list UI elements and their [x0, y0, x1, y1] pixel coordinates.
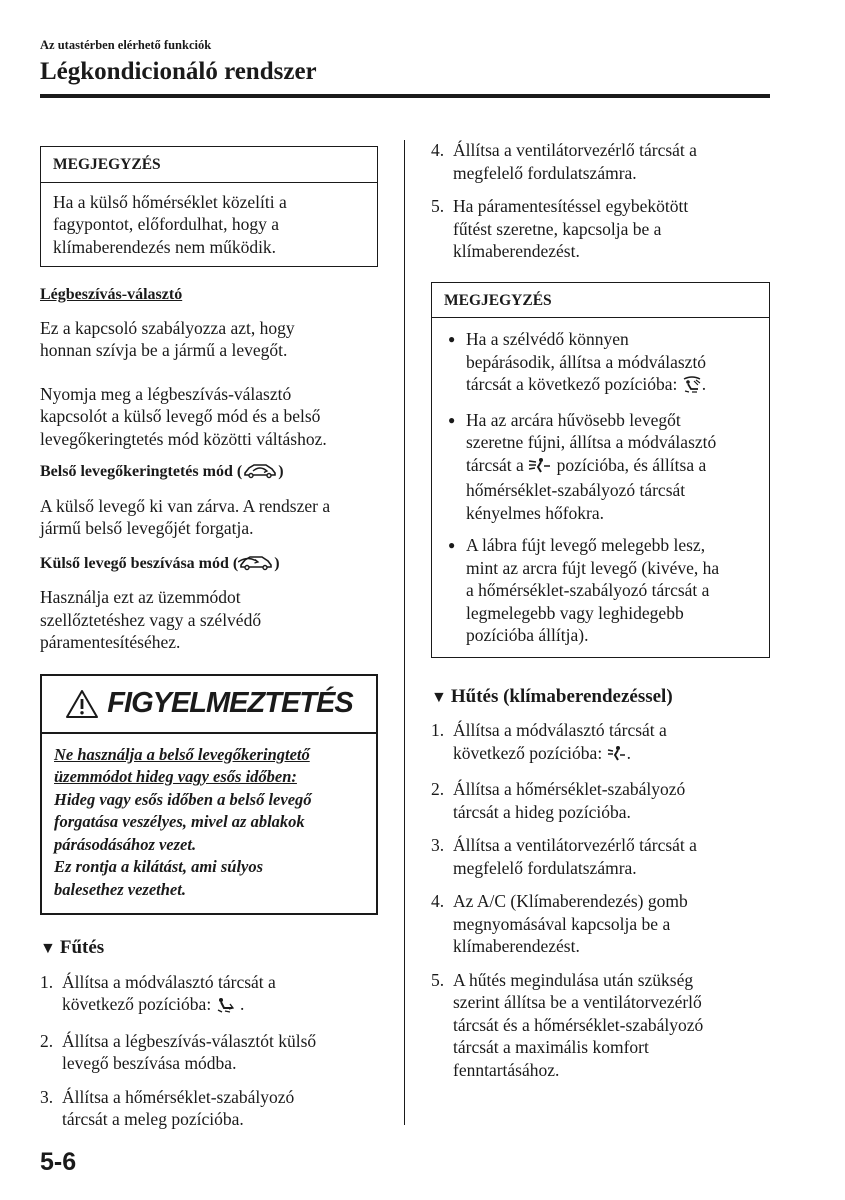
step-number: 2.: [40, 1030, 54, 1051]
text-line: szeretne fújni, állítsa a módválasztó: [466, 432, 717, 452]
heading-text: Hűtés (klímaberendezéssel): [450, 685, 673, 707]
defrost-floor-icon: [682, 376, 702, 399]
text-line: jármű belső levegőjét forgatja.: [40, 518, 254, 538]
outside-air-car-icon: [238, 553, 274, 579]
heading-text: Külső levegő beszívása mód (: [40, 554, 239, 572]
text-line: szerint állítsa be a ventilátorvezérlő: [453, 992, 702, 1012]
heating-section-heading: [40, 937, 378, 961]
step-text: [62, 971, 378, 1019]
text-segment: tárcsát a következő pozícióba:: [466, 374, 682, 394]
step-number: 3.: [431, 835, 445, 855]
note-line: klímaberendezés nem működik.: [53, 236, 277, 257]
bullet-text: [466, 534, 757, 647]
step-number: 1.: [40, 971, 54, 992]
text-line: Állítsa a módválasztó tárcsát a: [62, 971, 276, 992]
heating-steps-continued: [431, 139, 770, 263]
text-line: megnyomásával kapcsolja be a: [453, 913, 671, 934]
step-number: 4.: [431, 891, 445, 911]
step-number: 5.: [431, 196, 445, 216]
section-label: Az utastérben elérhető funkciók: [40, 38, 212, 52]
note-box-frost: [40, 146, 378, 267]
text-segment: .: [235, 994, 245, 1014]
text-line: Állítsa a módválasztó tárcsát a: [453, 720, 667, 740]
outside-air-description: [40, 586, 378, 654]
heading-close: ): [274, 554, 280, 572]
list-item: [431, 890, 770, 958]
section-marker: ▼: [431, 688, 447, 706]
step-text: [453, 834, 770, 879]
list-item: [444, 534, 757, 647]
text-line: páramentesítéséhez.: [40, 632, 181, 652]
text-line: [453, 742, 770, 768]
face-vent-icon: [607, 745, 627, 768]
text-line: Állítsa a légbeszívás-választót külső: [62, 1030, 317, 1051]
text-line: A hűtés megindulása után szükség: [453, 969, 694, 990]
column-divider: [404, 140, 405, 1125]
text-line: A külső levegő ki van zárva. A rendszer a: [40, 495, 331, 516]
note-line: fagypontot, előfordulhat, hogy a: [53, 214, 279, 234]
text-line: legmelegebb vagy leghidegebb: [466, 602, 684, 623]
note-body: [432, 318, 769, 657]
left-column: [40, 146, 378, 1142]
step-text: [453, 969, 770, 1082]
floor-vent-icon: [216, 996, 236, 1019]
text-line: Állítsa a hőmérséklet-szabályozó: [62, 1086, 295, 1107]
text-line: [466, 373, 757, 399]
text-line: Állítsa a ventilátorvezérlő tárcsát a: [453, 140, 697, 160]
text-line: megfelelő fordulatszámra.: [453, 162, 637, 183]
warning-body: [42, 734, 376, 914]
recirculation-mode-heading: [40, 461, 378, 487]
text-segment: pozícióba, és állítsa a: [552, 454, 707, 475]
step-text: [453, 719, 770, 767]
text-line: tárcsát a hideg pozícióba.: [453, 801, 631, 822]
warning-line: Ez rontja a kilátást, ami súlyos: [54, 857, 264, 876]
warning-line: párásodásához vezet.: [54, 834, 197, 854]
text-line: Ha az arcára hűvösebb levegőt: [466, 409, 681, 430]
outside-air-mode-heading: [40, 553, 378, 579]
text-line: Az A/C (Klímaberendezés) gomb: [453, 891, 688, 911]
step-text: [453, 139, 770, 184]
warning-header: [42, 676, 376, 734]
text-line: tárcsát a meleg pozícióba.: [62, 1109, 244, 1129]
text-line: Nyomja meg a légbeszívás-választó: [40, 383, 292, 404]
list-item: [431, 195, 770, 263]
note-title: MEGJEGYZÉS: [41, 147, 377, 183]
warning-title: FIGYELMEZTETÉS: [107, 687, 353, 720]
text-segment: .: [626, 742, 631, 763]
bullet-dot: ●: [448, 412, 456, 427]
text-line: kapcsolót a külső levegő mód és a belső: [40, 406, 321, 426]
note-title: MEGJEGYZÉS: [432, 283, 769, 319]
text-line: A lábra fújt levegő melegebb lesz,: [466, 535, 706, 555]
list-item: [431, 778, 770, 823]
note-box-tips: [431, 282, 770, 658]
bullet-text: [466, 328, 757, 399]
text-segment: következő pozícióba:: [453, 742, 607, 763]
step-number: 1.: [431, 720, 445, 740]
text-line: tárcsát a maximális komfort: [453, 1037, 649, 1057]
text-line: kényelmes hőfokra.: [466, 502, 605, 523]
step-number: 4.: [431, 140, 445, 160]
bullet-dot: ●: [448, 332, 456, 346]
text-line: Ha a szélvédő könnyen: [466, 329, 629, 349]
intake-paragraph-1: [40, 317, 378, 362]
step-text: [62, 1086, 378, 1131]
cooling-steps: [431, 719, 770, 1081]
header-divider: [40, 94, 770, 98]
face-vent-icon: [528, 457, 552, 480]
list-item: [40, 1030, 378, 1075]
text-segment: tárcsát a: [466, 454, 529, 475]
bullet-dot: ●: [448, 538, 456, 552]
list-item: [40, 971, 378, 1019]
step-number: 5.: [431, 969, 445, 990]
list-item: [444, 328, 757, 399]
text-line: a hőmérséklet-szabályozó tárcsát a: [466, 580, 710, 600]
recirculation-car-icon: [242, 461, 278, 487]
text-line: Ha páramentesítéssel egybekötött: [453, 196, 689, 216]
text-line: tárcsát és a hőmérséklet-szabályozó: [453, 1014, 704, 1035]
text-line: hőmérséklet-szabályozó tárcsát: [466, 480, 686, 500]
text-line: bepárásodik, állítsa a módválasztó: [466, 351, 707, 372]
warning-line: üzemmódot hideg vagy esős időben:: [54, 767, 297, 786]
intake-paragraph-2: [40, 383, 378, 451]
text-line: Állítsa a hőmérséklet-szabályozó: [453, 779, 686, 799]
bullet-text: [466, 409, 757, 525]
text-line: [62, 993, 378, 1019]
step-number: 3.: [40, 1086, 54, 1107]
heading-close: ): [278, 463, 284, 480]
note-line: Ha a külső hőmérséklet közelíti a: [53, 191, 287, 212]
intake-selector-heading: Légbeszívás-választó: [40, 286, 183, 303]
list-item: [431, 834, 770, 879]
list-item: [40, 1086, 378, 1131]
text-line: megfelelő fordulatszámra.: [453, 857, 637, 878]
list-item: [431, 969, 770, 1082]
page-number: 5-6: [40, 1148, 77, 1176]
text-line: klímaberendezést.: [453, 241, 580, 261]
text-line: [466, 454, 757, 480]
step-number: 2.: [431, 779, 445, 799]
text-line: Állítsa a ventilátorvezérlő tárcsát a: [453, 835, 697, 855]
text-line: Használja ezt az üzemmódot: [40, 587, 241, 607]
cooling-section-heading: [431, 686, 770, 710]
step-text: [453, 195, 770, 263]
text-line: szellőztetéshez vagy a szélvédő: [40, 609, 262, 630]
heading-text: Belső levegőkeringtetés mód (: [40, 463, 243, 480]
warning-line: Hideg vagy esős időben a belső levegő: [54, 789, 312, 809]
list-item: [444, 409, 757, 525]
text-segment: következő pozícióba:: [62, 994, 216, 1014]
text-line: fenntartásához.: [453, 1059, 560, 1080]
note-bullets: [444, 328, 757, 647]
right-column: [431, 139, 770, 1092]
text-line: levegő beszívása módba.: [62, 1053, 237, 1073]
text-line: levegőkeringtetés mód közötti váltáshoz.: [40, 428, 327, 449]
text-line: pozícióba állítja).: [466, 625, 589, 645]
warning-box: [40, 674, 378, 916]
heading-text: Fűtés: [59, 937, 105, 958]
warning-line: forgatása veszélyes, mivel az ablakok: [54, 812, 305, 831]
step-text: [62, 1030, 378, 1075]
step-text: [453, 778, 770, 823]
text-line: mint az arcra fújt levegő (kivéve, ha: [466, 557, 720, 578]
list-item: [431, 719, 770, 767]
text-line: Ez a kapcsoló szabályozza azt, hogy: [40, 317, 295, 338]
list-item: [431, 139, 770, 184]
warning-triangle-icon: [65, 689, 99, 719]
note-body: [41, 183, 377, 267]
section-marker: ▼: [40, 940, 56, 957]
warning-line: balesethez vezethet.: [54, 879, 186, 899]
text-line: honnan szívja be a jármű a levegőt.: [40, 340, 288, 360]
page-title: Légkondicionáló rendszer: [40, 58, 317, 85]
text-line: klímaberendezést.: [453, 936, 580, 956]
warning-line: Ne használja a belső levegőkeringtető: [54, 744, 310, 764]
recirculation-description: [40, 495, 378, 540]
step-text: [453, 890, 770, 958]
text-segment: .: [701, 374, 707, 394]
text-line: fűtést szeretne, kapcsolja be a: [453, 218, 662, 239]
heating-steps: [40, 971, 378, 1131]
